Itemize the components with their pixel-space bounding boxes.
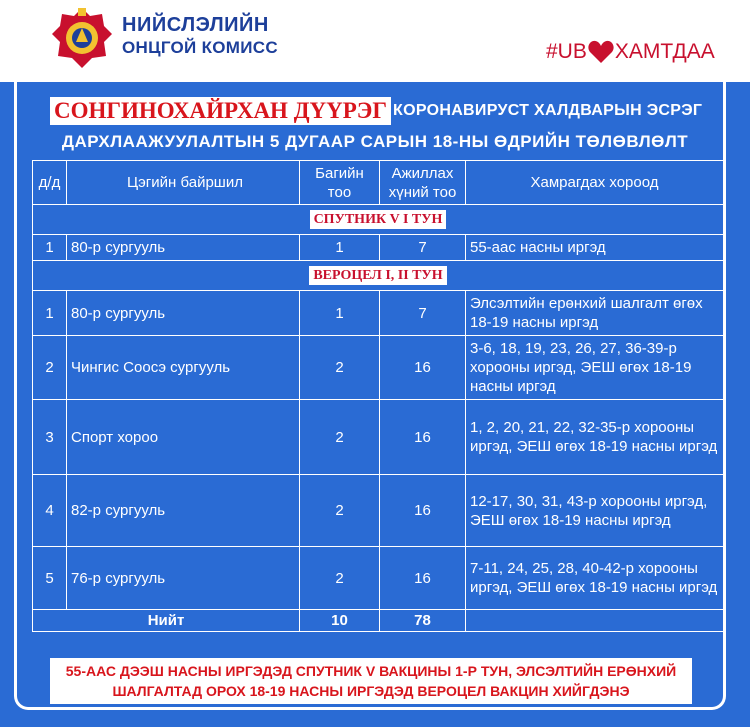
section-row-sputnik	[33, 205, 724, 235]
row-staff: 7	[380, 291, 466, 336]
row-location: 80-р сургууль	[67, 235, 300, 261]
row-location: 82-р сургууль	[67, 475, 300, 547]
title-line2: ДАРХЛААЖУУЛАЛТЫН 5 ДУГААР САРЫН 18-НЫ ӨДРИЙН ТӨЛӨВЛӨЛТ	[61, 132, 689, 151]
row-num: 4	[33, 475, 67, 547]
header-num: д/д	[33, 161, 67, 205]
district-name: СОНГИНОХАЙРХАН ДҮҮРЭГ	[50, 97, 391, 125]
table-row	[33, 547, 724, 610]
header-bar	[0, 0, 750, 82]
row-staff: 16	[380, 475, 466, 547]
title-line1-rest: КОРОНАВИРУСТ ХАЛДВАРЫН ЭСРЭГ	[393, 102, 703, 119]
row-coverage: 55-аас насны иргэд	[466, 235, 724, 261]
table-row	[33, 291, 724, 336]
footer-note: 55-ААС ДЭЭШ НАСНЫ ИРГЭДЭД СПУТНИК V ВАКЦИНЫ 1-Р ТУН, ЭЛСЭЛТИЙН ЕРӨНХИЙ ШАЛГАЛТАД ОРОХ 18-19 НАСНЫ ИРГЭДЭД ВЕРОЦЕЛ ВАКЦИН ХИЙГДЭНЭ	[50, 658, 692, 704]
table-row	[33, 235, 724, 261]
row-location: Спорт хороо	[67, 400, 300, 475]
row-teams: 2	[300, 400, 380, 475]
row-staff: 16	[380, 400, 466, 475]
header-teams	[300, 161, 380, 205]
table-row	[33, 336, 724, 400]
row-num: 5	[33, 547, 67, 610]
row-teams: 2	[300, 547, 380, 610]
row-coverage: 7-11, 24, 25, 28, 40-42-р хорооны иргэд, ЭЕШ өгөх 18-19 насны иргэд	[466, 547, 724, 610]
row-location: 80-р сургууль	[67, 291, 300, 336]
header-staff	[380, 161, 466, 205]
header-teams-line2: тоо	[327, 183, 352, 201]
row-staff: 7	[380, 235, 466, 261]
hashtag-ub-hamtdaa	[546, 38, 715, 66]
row-num: 1	[33, 235, 67, 261]
row-staff: 16	[380, 336, 466, 400]
header-staff-line1: Ажиллах	[391, 164, 454, 182]
title-line1	[50, 96, 702, 126]
row-location: Чингис Соосэ сургууль	[67, 336, 300, 400]
row-teams: 2	[300, 475, 380, 547]
table-header-row	[33, 161, 724, 205]
total-label: Нийт	[33, 610, 300, 632]
total-staff: 78	[380, 610, 466, 632]
total-teams: 10	[300, 610, 380, 632]
vaccination-plan-table	[32, 160, 724, 632]
row-location: 76-р сургууль	[67, 547, 300, 610]
hashtag-left: #UB	[546, 40, 587, 63]
heart-icon	[588, 40, 614, 64]
header-location: Цэгийн байршил	[67, 161, 300, 205]
row-coverage: Элсэлтийн ерөнхий шалгалт өгөх 18-19 насны иргэд	[466, 291, 724, 336]
header-staff-line2: хүний тоо	[388, 183, 457, 201]
section-label-verocell: ВЕРОЦЕЛ I, II ТУН	[309, 266, 446, 285]
header-coverage: Хамрагдах хороод	[466, 161, 724, 205]
section-row-verocell	[33, 261, 724, 291]
table-row	[33, 475, 724, 547]
section-label-sputnik: СПУТНИК V I ТУН	[310, 210, 447, 229]
row-num: 1	[33, 291, 67, 336]
row-coverage: 12-17, 30, 31, 43-р хорооны иргэд, ЭЕШ өгөх 18-19 насны иргэд	[466, 475, 724, 547]
header-teams-line1: Багийн	[315, 164, 364, 182]
total-row	[33, 610, 724, 632]
row-coverage: 1, 2, 20, 21, 22, 32-35-р хорооны иргэд, ЭЕШ өгөх 18-19 насны иргэд	[466, 400, 724, 475]
hashtag-right: ХАМТДАА	[614, 40, 715, 63]
row-num: 3	[33, 400, 67, 475]
org-name-line1: НИЙСЛЭЛИЙН	[122, 14, 269, 36]
row-teams: 1	[300, 291, 380, 336]
row-teams: 2	[300, 336, 380, 400]
org-name-line2: ОНЦГОЙ КОМИСС	[122, 38, 278, 57]
row-teams: 1	[300, 235, 380, 261]
row-staff: 16	[380, 547, 466, 610]
table-row	[33, 400, 724, 475]
row-num: 2	[33, 336, 67, 400]
city-emblem-icon	[50, 6, 114, 70]
row-coverage: 3-6, 18, 19, 23, 26, 27, 36-39-р хорооны иргэд, ЭЕШ өгөх 18-19 насны иргэд	[466, 336, 724, 400]
